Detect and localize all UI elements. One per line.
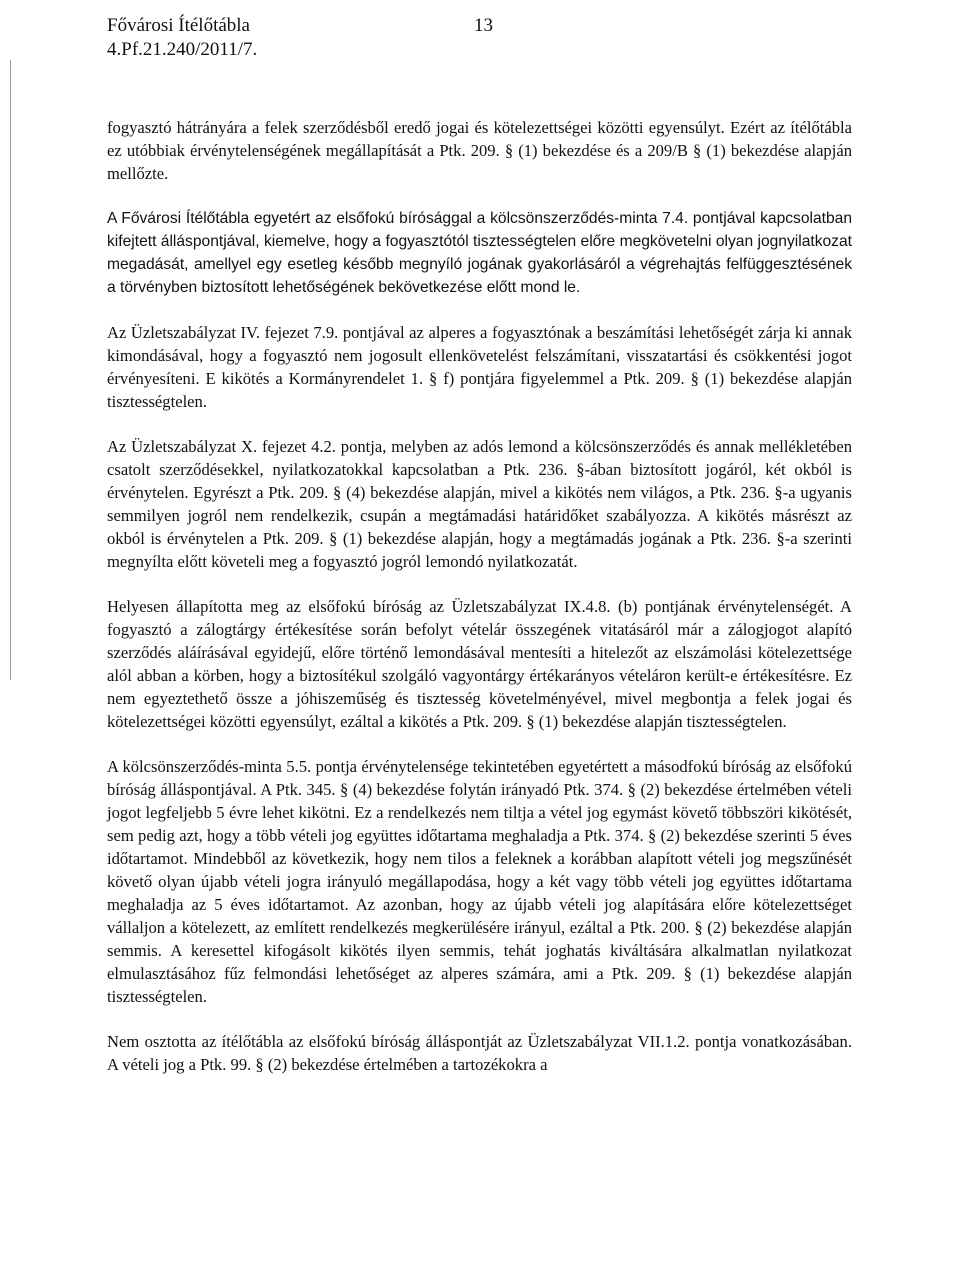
scan-margin-line bbox=[10, 60, 11, 680]
paragraph: A kölcsönszerződés-minta 5.5. pontja érvénytelensége tekintetében egyetértett a másodfokú bíróság az elsőfokú bíróság álláspontjával. A Ptk. 345. § (4) bekezdése folytán irányadó Ptk. 374. § (2) bekezdése értelmében vételi jogot legfeljebb 5 évre lehet kikötni. Ez a rendelkezés nem tiltja a vétel jog egymást követő többszöri kikötését, sem pedig azt, hogy a több vételi jog együttes időtartama meghaladja a Ptk. 374. § (2) bekezdése szerinti 5 éves időtartamot. Mindebből az következik, hogy nem tilos a feleknek a korábban alapított vételi jog megszűnését követő olyan újabb vételi jogra irányuló megállapodása, hogy a két vagy több vételi jog együttes időtartama meghaladja az 5 éves időtartamot. Az azonban, hogy az újabb vételi jog alapítására előre kötelezettséget vállaljon a kötelezett, az említett rendelkezés megkerülésére irányul, ezáltal a Ptk. 200. § (2) bekezdése alapján semmis. A keresettel kifogásolt kikötés ilyen semmis, tehát joghatás kiváltására alkalmatlan nyilatkozat elmulasztásához fűz felmondási lehetőséget az alperes számára, ami a Ptk. 209. § (1) bekezdése alapján tisztességtelen. bbox=[107, 757, 852, 1006]
court-name: Fővárosi Ítélőtábla bbox=[107, 15, 250, 36]
paragraph: Helyesen állapította meg az elsőfokú bíróság az Üzletszabályzat IX.4.8. (b) pontjának érvénytelenségét. A fogyasztó a zálogtárgy értékesítése során befolyt vételár összegének vitatásáról már a zálogjogot alapító szerződés aláírásával egyidejű, előre történő lemondásával mentesíti a hitelezőt az elszámolási kötelezettsége alól abban a körben, hogy a biztosítékul szolgáló vagyontárgy értékarányos vételáron került-e értékesítésre. Ez nem egyeztethető össze a jóhiszeműség és tisztesség követelményével, mivel megbontja a felek jogai és kötelezettségei közötti egyensúlyt, ezáltal a kikötés a Ptk. 209. § (1) bekezdése alapján tisztességtelen. bbox=[107, 597, 852, 731]
paragraph: A Fővárosi Ítélőtábla egyetért az elsőfokú bírósággal a kölcsönszerződés-minta 7.4. pontjával kapcsolatban kifejtett álláspontjával, kiemelve, hogy a fogyasztótól tisztességtelen előre megkövetelni olyan jognyilatkozat megadását, amellyel egy esetleg később megnyíló jogának gyakorlásáról a végrehajtás felfüggesztésének a törvényben biztosított lehetőségének bekövetkezése előtt mond le. bbox=[107, 210, 852, 296]
page-header bbox=[107, 14, 527, 62]
paragraph: fogyasztó hátrányára a felek szerződésből eredő jogai és kötelezettségei közötti egyensúlyt. Ezért az ítélőtábla ez utóbbiak érvénytelenségének megállapítását a Ptk. 209. § (1) bekezdése és a 209/B § (1) bekezdése alapján mellőzte. bbox=[107, 118, 852, 183]
document-body bbox=[107, 116, 852, 1098]
page-number: 13 bbox=[474, 15, 493, 36]
paragraph: Nem osztotta az ítélőtábla az elsőfokú bíróság álláspontját az Üzletszabályzat VII.1.2. pontja vonatkozásában. A vételi jog a Ptk. 99. § (2) bekezdése értelmében a tartozékokra a bbox=[107, 1032, 852, 1074]
case-number: 4.Pf.21.240/2011/7. bbox=[107, 39, 258, 60]
paragraph: Az Üzletszabályzat X. fejezet 4.2. pontja, melyben az adós lemond a kölcsönszerződés és annak mellékletében csatolt szerződésekkel, nyilatkozatokkal kapcsolatban a Ptk. 236. §-ában biztosított jogáról, két okból is érvénytelen. Egyrészt a Ptk. 209. § (4) bekezdése alapján, mivel a kikötés nem világos, a Ptk. 236. §-a ugyanis semmilyen jogról nem rendelkezik, csupán a megtámadási határidőket szabályozza. A kikötés másrészt az okból is érvénytelen a Ptk. 209. § (1) bekezdése alapján, hogy a megtámadás jogának a Ptk. 236. §-a szerinti megnyílta előtt követeli meg a fogyasztó jogról lemondó nyilatkozatát. bbox=[107, 437, 852, 571]
paragraph: Az Üzletszabályzat IV. fejezet 7.9. pontjával az alperes a fogyasztónak a beszámítási lehetőségét zárja ki annak kimondásával, hogy a fogyasztó nem jogosult ellenkövetelést felszámítani, visszatartási és csökkentési jogot érvényesíteni. E kikötés a Kormányrendelet 1. § f) pontjára figyelemmel a Ptk. 209. § (1) bekezdése alapján tisztességtelen. bbox=[107, 323, 852, 411]
